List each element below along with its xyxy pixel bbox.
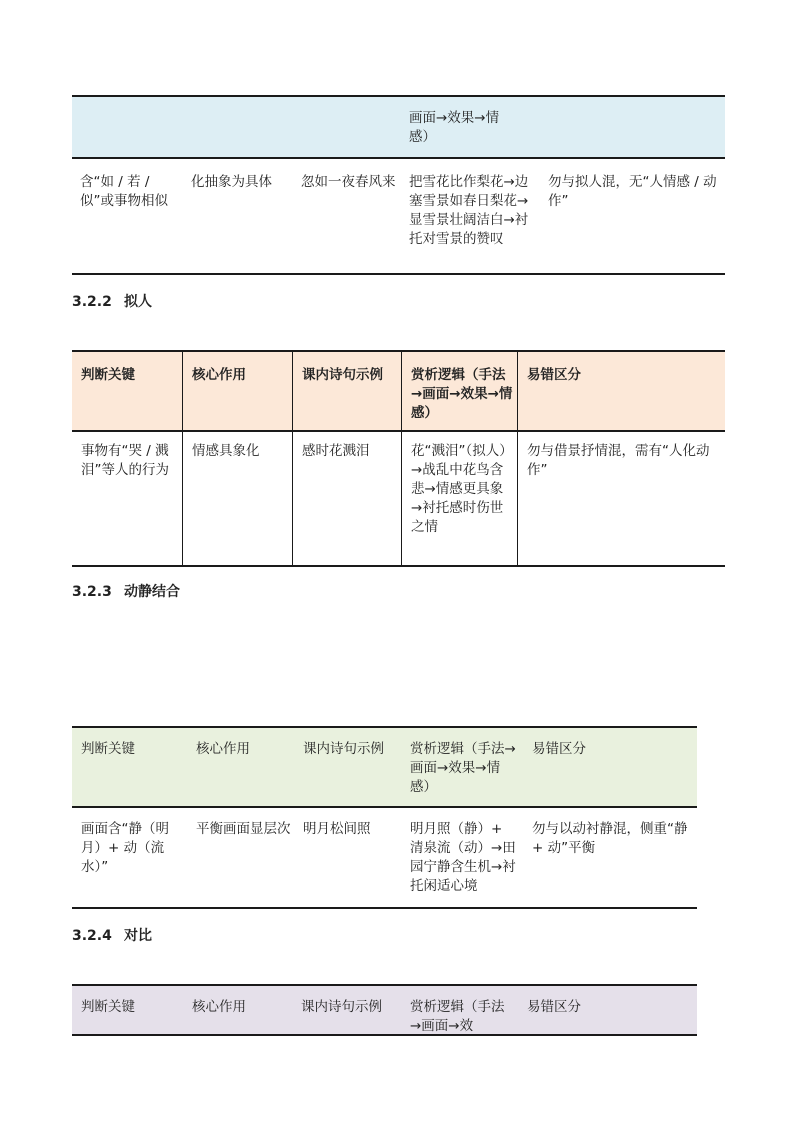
section-title: 动静结合 xyxy=(124,584,180,600)
cell-judgement: 画面含“静（明月）+ 动（流水）” xyxy=(81,821,169,875)
section-number: 3.2.3 xyxy=(72,584,112,600)
header-cell: 核心作用 xyxy=(196,741,250,757)
cell-judgement: 事物有“哭 / 溅泪”等人的行为 xyxy=(81,443,169,478)
header-cell: 易错区分 xyxy=(527,999,581,1015)
header-cell: 赏析逻辑（手法→画面→效果→情感） xyxy=(411,367,513,421)
personification-table xyxy=(72,350,725,567)
contrast-table xyxy=(72,984,697,1036)
cell-judgement: 含“如 / 若 / 似”或事物相似 xyxy=(80,174,168,209)
table-row xyxy=(72,157,725,273)
table-row xyxy=(72,430,725,565)
section-heading-motion-stillness xyxy=(72,582,180,602)
section-number: 3.2.4 xyxy=(72,928,112,944)
header-cell: 判断关键 xyxy=(81,367,135,383)
section-heading-contrast xyxy=(72,926,152,946)
table-header-row xyxy=(72,728,697,806)
cell-example: 明月松间照 xyxy=(303,821,371,837)
cell-analysis: 花“溅泪”（拟人）→战乱中花鸟含悲→情感更具象→衬托感时伤世之情 xyxy=(411,443,506,535)
header-cell: 课内诗句示例 xyxy=(302,367,383,383)
section-title: 对比 xyxy=(124,928,152,944)
cell-example: 忽如一夜春风来 xyxy=(301,174,396,190)
section-number: 3.2.2 xyxy=(72,294,112,310)
header-cell: 赏析逻辑（手法→画面→效 xyxy=(410,999,505,1034)
header-cell: 赏析逻辑（手法→画面→效果→情感） xyxy=(410,741,516,795)
cell-effect: 化抽象为具体 xyxy=(191,174,272,190)
cell-pitfall: 勿与以动衬静混，侧重“静 + 动”平衡 xyxy=(532,821,688,856)
header-cell: 核心作用 xyxy=(192,367,246,383)
header-cell: 核心作用 xyxy=(192,999,246,1015)
header-cell: 画面→效果→情感） xyxy=(409,110,500,145)
cell-analysis: 明月照（静）+ 清泉流（动）→田园宁静含生机→衬托闲适心境 xyxy=(410,821,516,894)
table-header-row xyxy=(72,97,725,157)
simile-table xyxy=(72,95,725,275)
cell-example: 感时花溅泪 xyxy=(302,443,370,459)
header-cell: 课内诗句示例 xyxy=(303,741,384,757)
header-cell: 易错区分 xyxy=(527,367,581,383)
section-heading-personification xyxy=(72,292,152,312)
cell-pitfall: 勿与拟人混，无“人情感 / 动作” xyxy=(548,174,717,209)
header-cell: 判断关键 xyxy=(81,999,135,1015)
cell-effect: 平衡画面显层次 xyxy=(196,821,291,837)
cell-effect: 情感具象化 xyxy=(192,443,260,459)
motion-stillness-table xyxy=(72,726,697,909)
header-cell: 课内诗句示例 xyxy=(301,999,382,1015)
header-cell: 判断关键 xyxy=(81,741,135,757)
table-header-row xyxy=(72,986,697,1034)
cell-pitfall: 勿与借景抒情混，需有“人化动作” xyxy=(527,443,710,478)
table-header-row xyxy=(72,352,725,430)
table-row xyxy=(72,806,697,907)
header-cell: 易错区分 xyxy=(532,741,586,757)
section-title: 拟人 xyxy=(124,294,152,310)
cell-analysis: 把雪花比作梨花→边塞雪景如春日梨花→显雪景壮阔洁白→衬托对雪景的赞叹 xyxy=(409,174,529,247)
